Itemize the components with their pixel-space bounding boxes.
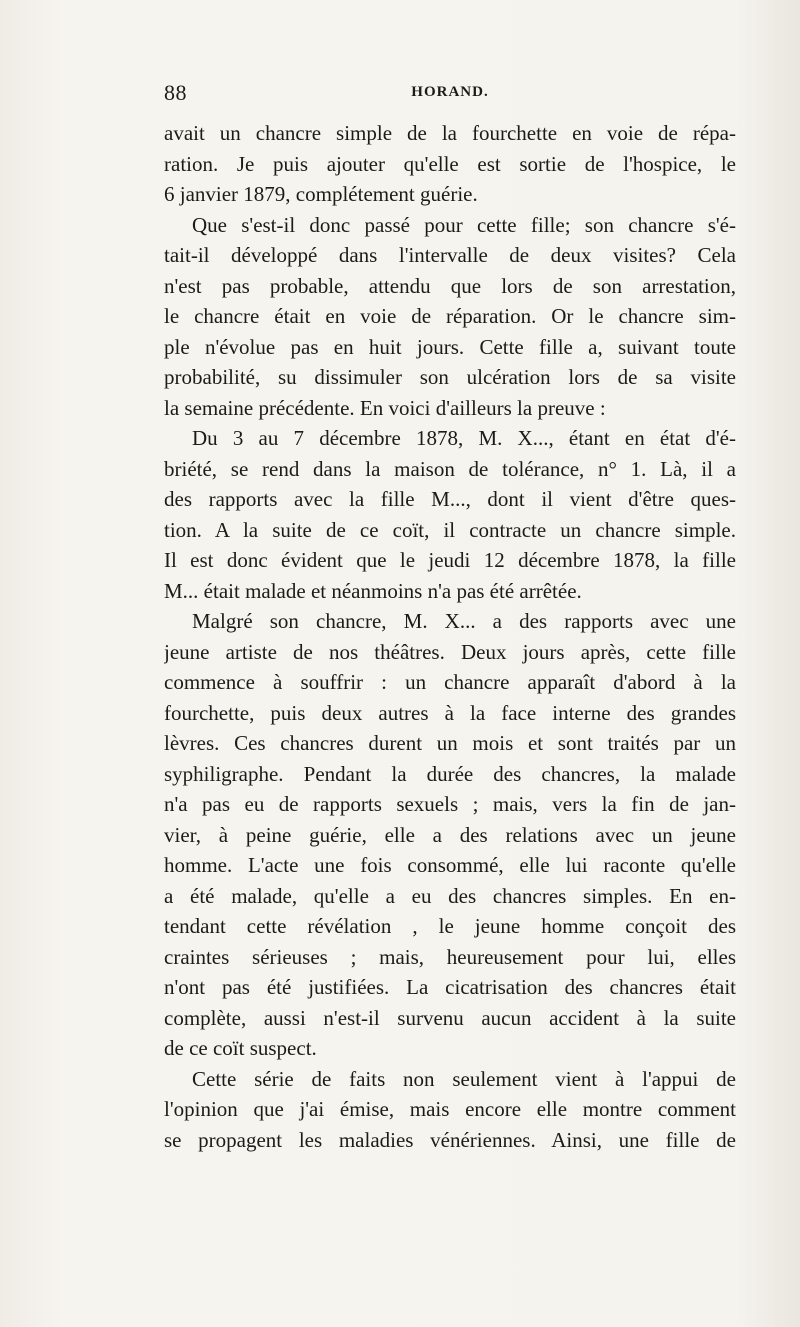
text-line: M... était malade et néanmoins n'a pas été arrêtée. <box>164 578 582 603</box>
text-line: Il est donc évident que le jeudi 12 décembre 1878, la fille <box>164 548 736 572</box>
text-line: tait-il développé dans l'intervalle de deux visites? Cela <box>164 243 736 267</box>
text-line: la semaine précédente. En voici d'ailleurs la preuve : <box>164 395 606 420</box>
text-line: complète, aussi n'est-il survenu aucun accident à la suite <box>164 1005 736 1030</box>
page-number: 88 <box>164 80 187 105</box>
text-line: n'ont pas été justifiées. La cicatrisation des chancres était <box>164 975 736 999</box>
text-line: syphiligraphe. Pendant la durée des chancres, la malade <box>164 761 736 786</box>
text-line: jeune artiste de nos théâtres. Deux jours après, cette fille <box>164 639 736 664</box>
text-line: briété, se rend dans la maison de tolérance, n° 1. Là, il a <box>164 456 736 481</box>
text-line: ple n'évolue pas en huit jours. Cette fille a, suivant toute <box>164 334 736 359</box>
text-line: 6 janvier 1879, complétement guérie. <box>164 182 478 206</box>
text-line: tendant cette révélation , le jeune homme conçoit des <box>164 914 736 938</box>
text-line: de ce coït suspect. <box>164 1036 317 1060</box>
body-text <box>164 118 736 1155</box>
running-head <box>164 80 736 110</box>
text-line: vier, à peine guérie, elle a des relations avec un jeune <box>164 822 736 847</box>
text-line: n'a pas eu de rapports sexuels ; mais, vers la fin de jan- <box>164 792 736 816</box>
text-line: n'est pas probable, attendu que lors de son arrestation, <box>164 273 736 298</box>
text-line: homme. L'acte une fois consommé, elle lui raconte qu'elle <box>164 853 736 877</box>
text-line: Que s'est-il donc passé pour cette fille; son chancre s'é- <box>192 212 736 237</box>
text-line: probabilité, su dissimuler son ulcération lors de sa visite <box>164 365 736 389</box>
text-line: commence à souffrir : un chancre apparaît d'abord à la <box>164 670 736 694</box>
text-line: tion. A la suite de ce coït, il contracte un chancre simple. <box>164 517 736 542</box>
text-line: Malgré son chancre, M. X... a des rapports avec une <box>192 609 736 633</box>
text-line: Cette série de faits non seulement vient à l'appui de <box>192 1066 736 1091</box>
text-line: fourchette, puis deux autres à la face interne des grandes <box>164 700 736 725</box>
text-line: ration. Je puis ajouter qu'elle est sortie de l'hospice, le <box>164 151 736 176</box>
text-line: se propagent les maladies vénériennes. Ainsi, une fille de <box>164 1127 736 1152</box>
text-line: le chancre était en voie de réparation. Or le chancre sim- <box>164 304 736 328</box>
text-line: lèvres. Ces chancres durent un mois et sont traités par un <box>164 731 736 755</box>
text-line: a été malade, qu'elle a eu des chancres simples. En en- <box>164 883 736 908</box>
text-line: Du 3 au 7 décembre 1878, M. X..., étant en état d'é- <box>192 426 736 450</box>
running-title: HORAND. <box>411 84 489 100</box>
text-line: des rapports avec la fille M..., dont il vient d'être ques- <box>164 487 736 511</box>
text-line: avait un chancre simple de la fourchette en voie de répa- <box>164 121 736 145</box>
text-line: craintes sérieuses ; mais, heureusement pour lui, elles <box>164 944 736 969</box>
text-line: l'opinion que j'ai émise, mais encore elle montre comment <box>164 1097 736 1121</box>
